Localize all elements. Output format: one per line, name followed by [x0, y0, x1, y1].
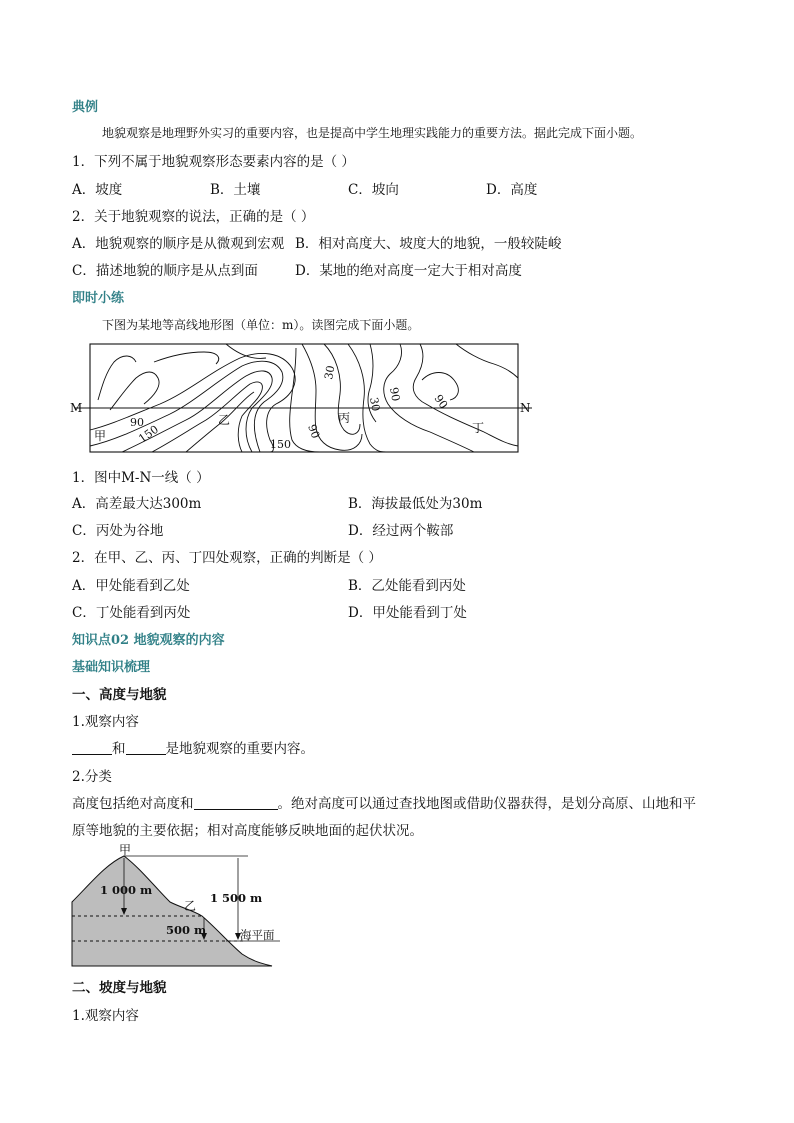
example-q1-option-d: D．高度: [486, 182, 538, 198]
knowledge-heading: 知识点02 地貌观察的内容: [72, 633, 225, 648]
contour-label-150-b: 150: [270, 438, 291, 451]
classification-text-b: 。绝对高度可以通过查找地图或借助仪器获得，是划分高原、山地和平: [277, 796, 696, 812]
answer-blank-2[interactable]: [126, 740, 166, 755]
practice-intro: 下图为某地等高线地形图（单位：m）。读图完成下面小题。: [102, 318, 420, 332]
label-1000m: 1 000 m: [100, 883, 153, 897]
map-label-ding: 丁: [472, 421, 485, 435]
practice-q1-option-d: D．经过两个鞍部: [348, 523, 454, 539]
part1-label: 1.观察内容: [72, 714, 139, 730]
answer-blank-1[interactable]: [72, 740, 112, 755]
example-intro: 地貌观察是地理野外实习的重要内容，也是提高中学生地理实践能力的重要方法。据此完成下面小题。: [102, 126, 643, 140]
contour-label-30-a: 30: [322, 364, 338, 381]
map-label-n: N: [520, 401, 531, 415]
example-q1-option-c: C．坡向: [348, 182, 399, 198]
knowledge-subheading: 基础知识梳理: [72, 660, 151, 675]
map-label-bing: 丙: [338, 411, 351, 425]
practice-q2-option-b: B．乙处能看到丙处: [348, 578, 466, 594]
practice-q2-stem: 2．在甲、乙、丙、丁四处观察，正确的判断是（ ）: [72, 550, 382, 566]
example-q1-option-b: B．土壤: [210, 182, 261, 198]
part1-end-text: 是地貌观察的重要内容。: [165, 741, 314, 757]
answer-blank-3[interactable]: [194, 795, 278, 810]
contour-label-90-a: 90: [130, 416, 144, 429]
diagram-label-yi: 乙: [184, 899, 197, 913]
practice-q1-option-c: C．丙处为谷地: [72, 523, 164, 539]
example-q1-stem: 1．下列不属于地貌观察形态要素内容的是（ ）: [72, 154, 355, 170]
example-q1-option-a: A．坡度: [72, 182, 123, 198]
practice-q1-option-a: A．高差最大达300m: [72, 496, 202, 512]
contour-label-30-b: 30: [367, 396, 383, 413]
part2-title: 二、坡度与地貌: [72, 980, 167, 996]
diagram-label-jia: 甲: [119, 844, 132, 857]
practice-q2-option-d: D．甲处能看到丁处: [348, 605, 467, 621]
example-heading: 典例: [72, 100, 99, 115]
part1-mid-text: 和: [112, 741, 126, 757]
example-q2-option-d: D．某地的绝对高度一定大于相对高度: [295, 263, 522, 279]
part1-fill-sentence: [72, 737, 314, 757]
example-q2-option-a: A．地貌观察的顺序是从微观到宏观: [72, 236, 285, 252]
height-diagram: [70, 844, 290, 970]
label-sea-level: 海平面: [240, 928, 275, 942]
example-q2-stem: 2．关于地貌观察的说法，正确的是（ ）: [72, 209, 315, 225]
example-q2-option-c: C．描述地貌的顺序是从点到面: [72, 263, 258, 279]
practice-q1-option-b: B．海拔最低处为30m: [348, 496, 483, 512]
classification-line-2: 原等地貌的主要依据；相对高度能够反映地面的起伏状况。: [72, 823, 423, 839]
contour-label-90-c: 90: [387, 386, 403, 403]
practice-q1-stem: 1．图中M-N一线（ ）: [72, 470, 210, 486]
label-500m: 500 m: [166, 923, 207, 937]
part2-label: 2.分类: [72, 769, 112, 785]
contour-label-90-d: 90: [431, 392, 451, 412]
practice-heading: 即时小练: [72, 291, 125, 306]
contour-label-90-b: 90: [305, 422, 323, 441]
contour-map: [70, 340, 540, 458]
mountain-profile: [72, 856, 272, 966]
classification-line-1: [72, 792, 696, 812]
classification-text-a: 高度包括绝对高度和: [72, 796, 194, 812]
contour-label-150-a: 150: [136, 422, 161, 446]
example-q2-option-b: B．相对高度大、坡度大的地貌，一般较陡峻: [295, 236, 562, 252]
map-label-jia: 甲: [94, 429, 107, 443]
label-1500m: 1 500 m: [210, 891, 263, 905]
part1-title: 一、高度与地貌: [72, 687, 167, 703]
practice-q2-option-a: A．甲处能看到乙处: [72, 578, 190, 594]
practice-q2-option-c: C．丁处能看到丙处: [72, 605, 191, 621]
map-label-yi: 乙: [218, 413, 231, 427]
map-label-m: M: [70, 401, 83, 415]
part2-observation-label: 1.观察内容: [72, 1008, 139, 1024]
